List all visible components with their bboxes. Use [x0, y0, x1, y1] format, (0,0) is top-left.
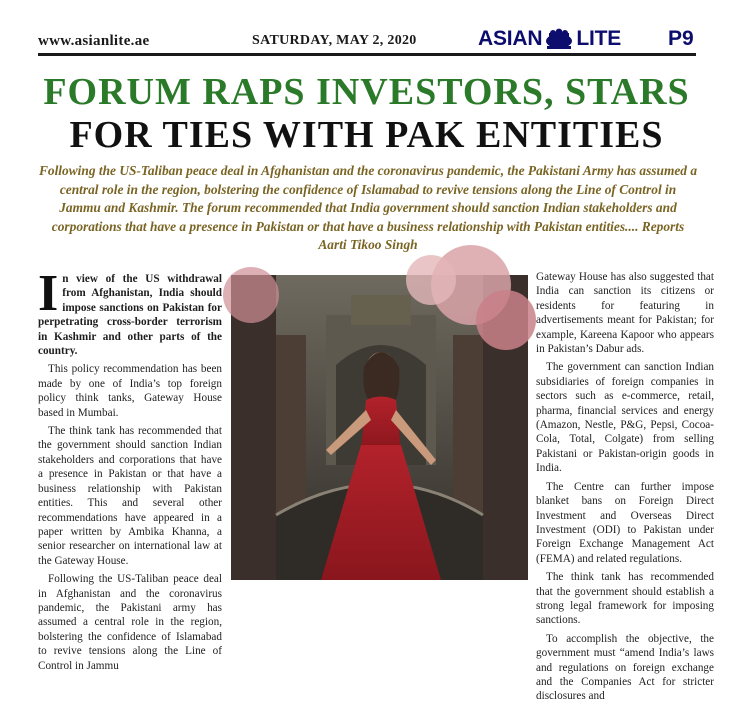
body-paragraph: Following the US-Taliban peace deal in Afghanistan and the coronavirus pandemic, the Pakistani army has assumed a central role in the region, bolstering the confidence of Islamabad to revive tensions along the Line of Control in Jammu — [38, 573, 222, 672]
page-header — [0, 0, 733, 56]
page-number: P9 — [668, 27, 694, 50]
headline-line-2: FOR TIES WITH PAK ENTITIES — [69, 114, 664, 156]
issue-date: SATURDAY, MAY 2, 2020 — [252, 33, 417, 48]
logo-text-left: ASIAN — [478, 27, 543, 50]
lead-paragraph — [38, 265, 222, 358]
lion-emblem-icon — [544, 28, 574, 50]
header-rule — [38, 53, 696, 56]
body-paragraph: The government can sanction Indian subsidiaries of foreign companies in sectors such as e-commerce, retail, pharma, financial services and energy (Amazon, Nestle, P&G, Pepsi, Cocoa-Cola, Total, Colgate) from selling Pakistani or Pakistan-origin goods in India. — [536, 361, 714, 475]
body-paragraph: This policy recommendation has been made by one of India’s top foreign policy think tanks, Gateway House based in Mumbai. — [38, 363, 222, 419]
body-paragraph: To accomplish the objective, the government must “amend India’s laws and regulations on foreign exchange and the Companies Act for stricter disclosures and — [536, 632, 714, 703]
logo-text-right: LITE — [576, 27, 622, 50]
photo-illustration — [231, 275, 528, 580]
article-column-right — [536, 270, 714, 703]
body-paragraph: The think tank has recommended that the government should sanction Indian stakeholders and corporations that have a presence in Pakistan or that have a business relationship with Pakistan entities. This and several other recommendations have appeared in a paper written by Ambika Khanna, a senior researcher on international law at the Gateway House. — [38, 425, 222, 567]
body-paragraph: The Centre can further impose blanket bans on Foreign Direct Investment and Overseas Direct Investment (ODI) to Pakistan under Foreign Exchange Management Act (FEMA) and related regulations. — [536, 480, 714, 565]
asian-lite-logo — [478, 26, 621, 52]
article-column-left — [38, 265, 222, 672]
body-paragraph: The think tank has recommended that the government should establish a strong legal framework for imposing sanctions. — [536, 571, 714, 627]
lead-text: n view of the US withdrawal from Afghanistan, India should impose sanctions on Pakistan for perpetrating cross-border terrorism in Kashmir and other parts of the country. — [38, 273, 222, 358]
body-paragraph: Gateway House has also suggested that India can sanction its citizens or residents for featuring in advertisements meant for Pakistan; for example, Kareena Kapoor who appears in Pakistan’s Dabur ads. — [536, 271, 714, 356]
site-url: www.asianlite.ae — [38, 33, 150, 49]
article-photo — [231, 275, 528, 580]
standfirst: Following the US-Taliban peace deal in Afghanistan and the coronavirus pandemic, the Pakistani Army has assumed a central role in the region, bolstering the confidence of Islamabad to revive tensions along the Line of Control in Jammu and Kashmir. The forum recommended that India government should sanction Indian stakeholders and corporations that have a presence in Pakistan or that have a business relationship with Pakistan entities.... Reports Aarti Tikoo Singh — [38, 163, 698, 252]
drop-cap: I — [38, 265, 59, 322]
headline-line-1: FORUM RAPS INVESTORS, STARS — [43, 71, 690, 113]
